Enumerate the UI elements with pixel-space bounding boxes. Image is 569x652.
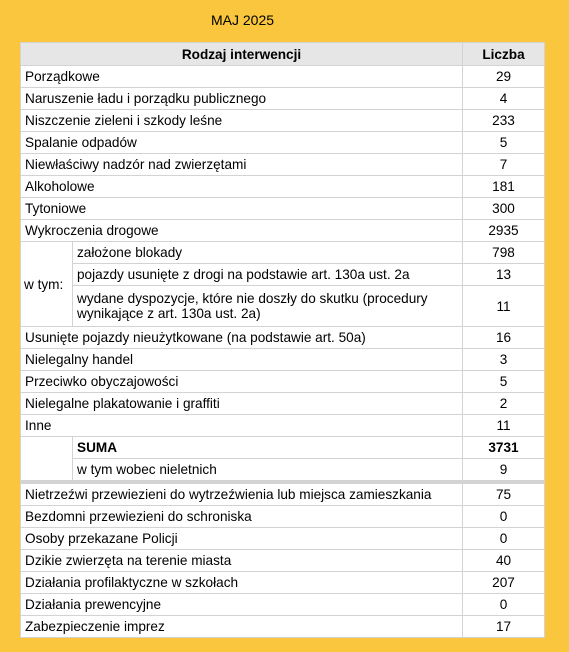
row-label: Przeciwko obyczajowości bbox=[21, 371, 463, 393]
subrow-label: założone blokady bbox=[73, 242, 463, 264]
row-value: 5 bbox=[463, 132, 545, 154]
table-header-row bbox=[21, 43, 545, 66]
table-row bbox=[21, 327, 545, 349]
summary-spacer bbox=[21, 437, 73, 483]
row-label: Działania profilaktyczne w szkołach bbox=[21, 572, 463, 594]
table-row bbox=[21, 349, 545, 371]
row-value: 233 bbox=[463, 110, 545, 132]
table-row bbox=[21, 594, 545, 616]
table-row bbox=[21, 572, 545, 594]
row-value: 4 bbox=[463, 88, 545, 110]
row-label: Spalanie odpadów bbox=[21, 132, 463, 154]
row-value: 181 bbox=[463, 176, 545, 198]
header-category: Rodzaj interwencji bbox=[21, 43, 463, 66]
table-row bbox=[21, 415, 545, 437]
sum-row bbox=[21, 437, 545, 459]
table-row bbox=[21, 506, 545, 528]
row-value: 2 bbox=[463, 393, 545, 415]
row-label: Dzikie zwierzęta na terenie miasta bbox=[21, 550, 463, 572]
w-tym-label: w tym: bbox=[21, 242, 73, 327]
row-label: Inne bbox=[21, 415, 463, 437]
sum-label: SUMA bbox=[73, 437, 463, 459]
table-row bbox=[21, 88, 545, 110]
row-label: Nielegalny handel bbox=[21, 349, 463, 371]
row-label: Tytoniowe bbox=[21, 198, 463, 220]
table-row bbox=[21, 528, 545, 550]
row-label: Nielegalne plakatowanie i graffiti bbox=[21, 393, 463, 415]
minors-label: w tym wobec nieletnich bbox=[73, 459, 463, 483]
row-value: 75 bbox=[463, 482, 545, 506]
minors-row bbox=[21, 459, 545, 483]
subrow-value: 11 bbox=[463, 286, 545, 327]
table-subrow bbox=[21, 242, 545, 264]
row-label: Zabezpieczenie imprez bbox=[21, 616, 463, 638]
row-label: Działania prewencyjne bbox=[21, 594, 463, 616]
row-value: 29 bbox=[463, 66, 545, 88]
table-row bbox=[21, 66, 545, 88]
row-value: 16 bbox=[463, 327, 545, 349]
row-value: 0 bbox=[463, 594, 545, 616]
subrow-label: wydane dyspozycje, które nie doszły do skutku (procedury wynikające z art. 130a ust. 2a) bbox=[73, 286, 463, 327]
row-value: 2935 bbox=[463, 220, 545, 242]
row-label: Porządkowe bbox=[21, 66, 463, 88]
table-row bbox=[21, 482, 545, 506]
report-month: MAJ 2025 bbox=[211, 12, 275, 28]
row-label: Niszczenie zieleni i szkody leśne bbox=[21, 110, 463, 132]
row-value: 5 bbox=[463, 371, 545, 393]
row-value: 17 bbox=[463, 616, 545, 638]
subrow-label: pojazdy usunięte z drogi na podstawie art. 130a ust. 2a bbox=[73, 264, 463, 286]
row-value: 0 bbox=[463, 528, 545, 550]
subrow-value: 13 bbox=[463, 264, 545, 286]
row-value: 207 bbox=[463, 572, 545, 594]
row-value: 7 bbox=[463, 154, 545, 176]
row-value: 300 bbox=[463, 198, 545, 220]
minors-value: 9 bbox=[463, 459, 545, 483]
interventions-table bbox=[20, 42, 545, 638]
table-row bbox=[21, 198, 545, 220]
row-label: Osoby przekazane Policji bbox=[21, 528, 463, 550]
row-label: Wykroczenia drogowe bbox=[21, 220, 463, 242]
row-value: 11 bbox=[463, 415, 545, 437]
table-row bbox=[21, 550, 545, 572]
row-label: Nietrzeźwi przewiezieni do wytrzeźwienia lub miejsca zamieszkania bbox=[21, 482, 463, 506]
row-value: 0 bbox=[463, 506, 545, 528]
row-value: 3 bbox=[463, 349, 545, 371]
row-label: Bezdomni przewiezieni do schroniska bbox=[21, 506, 463, 528]
table-row bbox=[21, 110, 545, 132]
row-label: Niewłaściwy nadzór nad zwierzętami bbox=[21, 154, 463, 176]
subrow-value: 798 bbox=[463, 242, 545, 264]
table-row bbox=[21, 220, 545, 242]
header-count: Liczba bbox=[463, 43, 545, 66]
table-subrow bbox=[21, 264, 545, 286]
row-label: Naruszenie ładu i porządku publicznego bbox=[21, 88, 463, 110]
table-subrow bbox=[21, 286, 545, 327]
row-label: Alkoholowe bbox=[21, 176, 463, 198]
sum-value: 3731 bbox=[463, 437, 545, 459]
table-row bbox=[21, 176, 545, 198]
table-row bbox=[21, 132, 545, 154]
table-row bbox=[21, 616, 545, 638]
table-row bbox=[21, 393, 545, 415]
table-row bbox=[21, 371, 545, 393]
row-label: Usunięte pojazdy nieużytkowane (na podstawie art. 50a) bbox=[21, 327, 463, 349]
table-row bbox=[21, 154, 545, 176]
row-value: 40 bbox=[463, 550, 545, 572]
